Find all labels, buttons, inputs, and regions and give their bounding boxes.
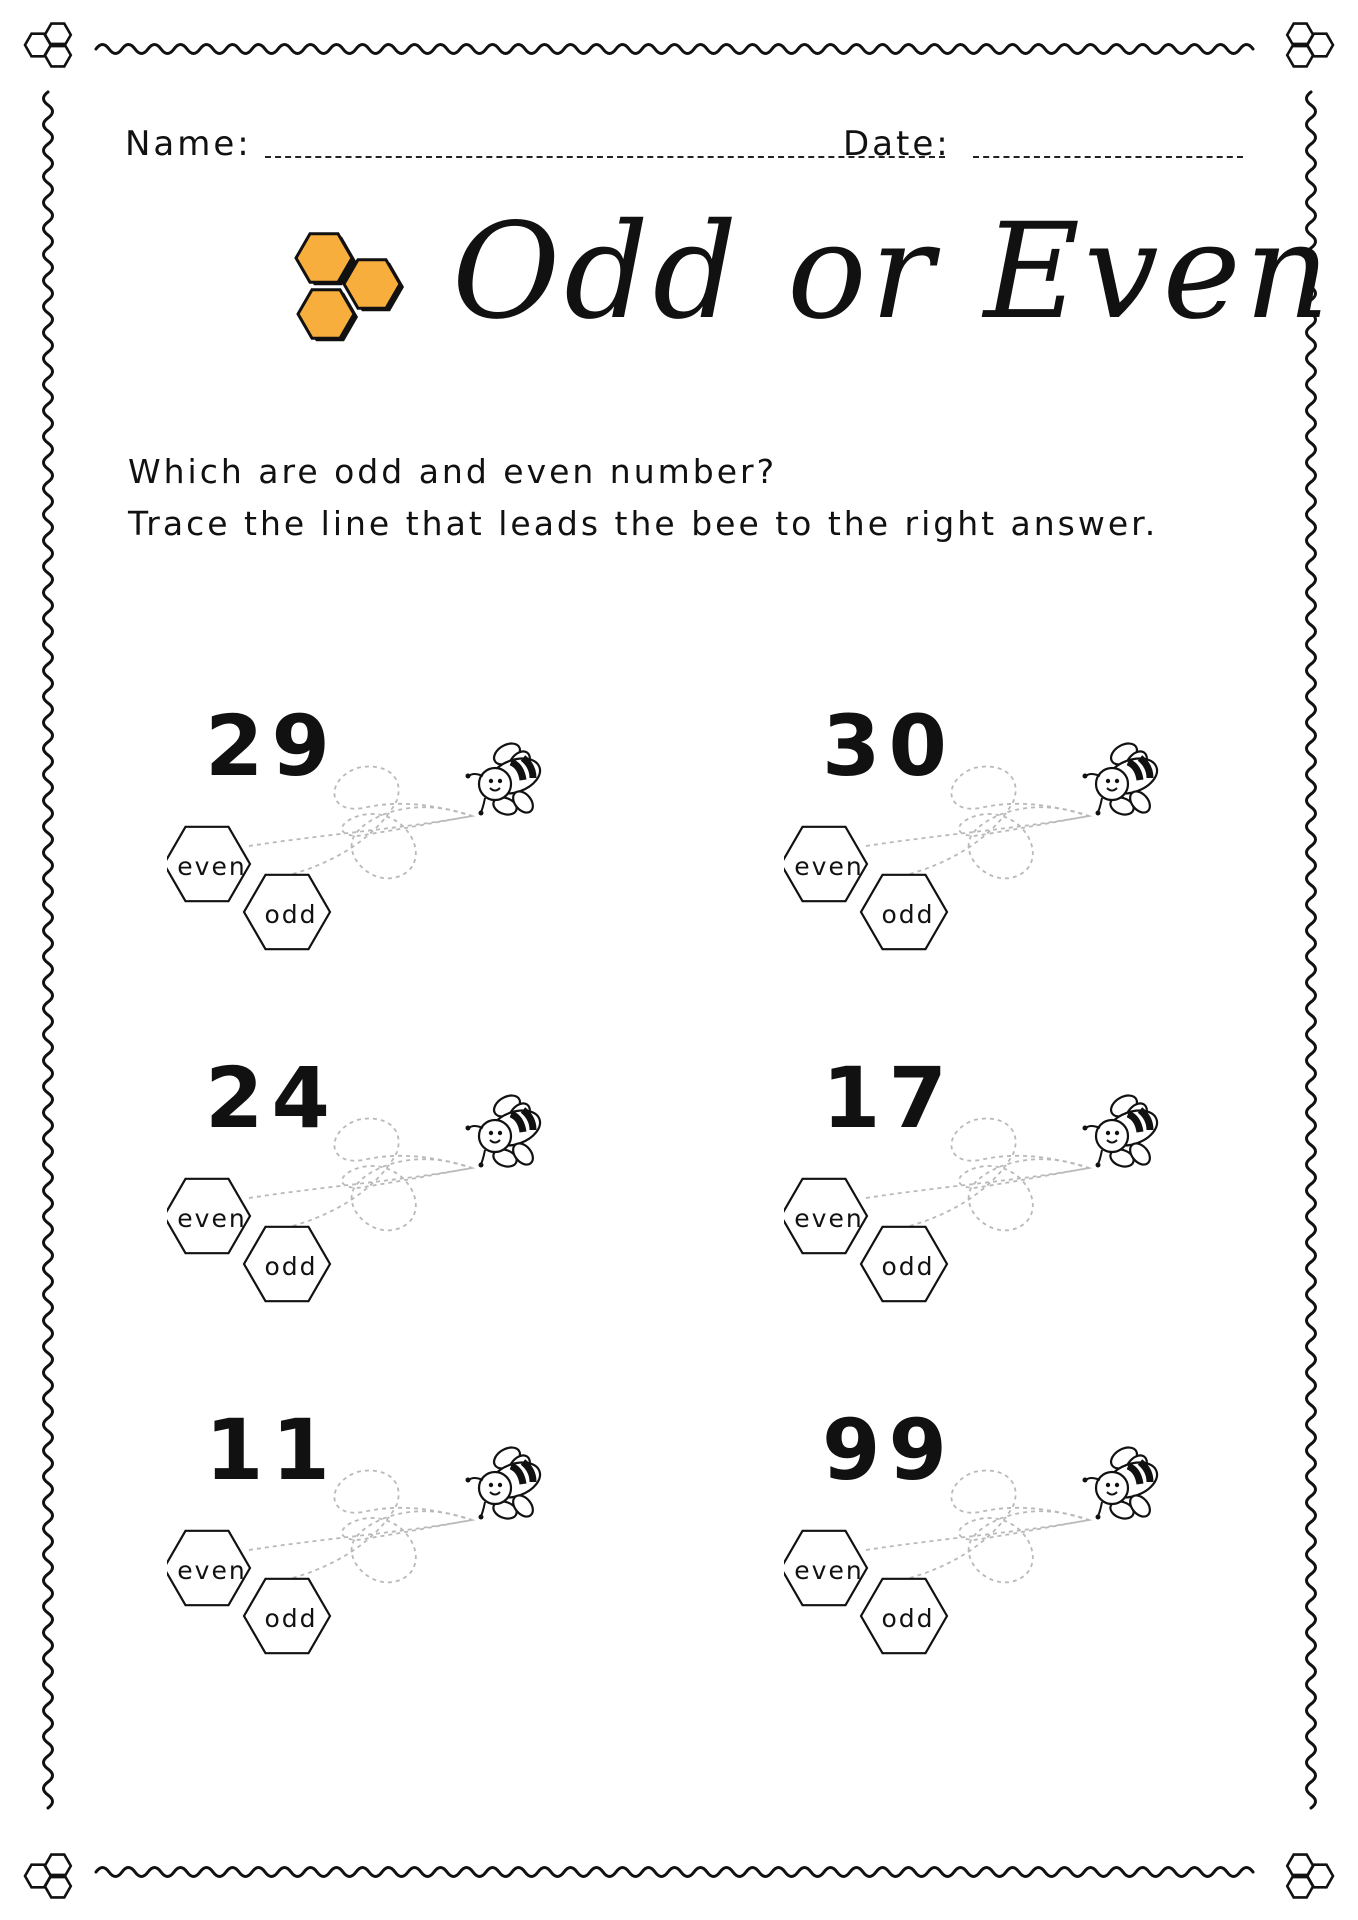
instruction-task: Trace the line that leads the bee to the right answer. <box>128 504 1159 543</box>
exercise-number: 11 <box>205 1401 338 1499</box>
bee-icon <box>1083 1443 1162 1521</box>
even-option[interactable]: even <box>177 1204 247 1233</box>
answer-hexagons <box>167 827 330 949</box>
exercise-card <box>784 697 1204 994</box>
odd-option[interactable]: odd <box>881 900 935 929</box>
page-title: Odd or Even <box>452 195 1334 349</box>
name-label: Name: <box>125 124 252 164</box>
exercise-number: 29 <box>205 697 338 795</box>
border-bottom <box>96 1868 1253 1877</box>
even-option[interactable]: even <box>177 852 247 881</box>
exercise-card <box>167 1049 587 1346</box>
odd-option[interactable]: odd <box>881 1252 935 1281</box>
exercise-card <box>167 697 587 994</box>
date-label: Date: <box>843 124 951 164</box>
odd-option[interactable]: odd <box>264 1604 318 1633</box>
honeycomb-icon <box>1287 1855 1333 1898</box>
exercise-card <box>784 1049 1204 1346</box>
instruction-question: Which are odd and even number? <box>128 452 778 491</box>
odd-option[interactable]: odd <box>264 900 318 929</box>
honeycomb-icon <box>25 24 71 67</box>
honeycomb-icon <box>290 224 430 354</box>
odd-option[interactable]: odd <box>881 1604 935 1633</box>
answer-hexagons <box>167 1179 330 1301</box>
exercise-number: 17 <box>822 1049 955 1147</box>
bee-icon <box>466 1091 545 1169</box>
exercise-number: 30 <box>822 697 955 795</box>
answer-hexagons <box>784 1531 947 1653</box>
exercise-number: 24 <box>205 1049 338 1147</box>
even-option[interactable]: even <box>794 1556 864 1585</box>
bee-icon <box>1083 739 1162 817</box>
even-option[interactable]: even <box>177 1556 247 1585</box>
honeycomb-icon <box>1287 24 1333 67</box>
answer-hexagons <box>167 1531 330 1653</box>
bee-icon <box>466 739 545 817</box>
answer-hexagons <box>784 827 947 949</box>
exercise-number: 99 <box>822 1401 955 1499</box>
border-top <box>96 45 1253 54</box>
bee-icon <box>1083 1091 1162 1169</box>
honeycomb-icon <box>25 1855 71 1898</box>
instructions <box>128 446 1158 550</box>
name-date-row <box>125 124 1245 170</box>
even-option[interactable]: even <box>794 1204 864 1233</box>
exercise-card <box>784 1401 1204 1698</box>
answer-hexagons <box>784 1179 947 1301</box>
title-block <box>0 195 1358 370</box>
date-field[interactable] <box>973 156 1243 158</box>
even-option[interactable]: even <box>794 852 864 881</box>
odd-option[interactable]: odd <box>264 1252 318 1281</box>
exercise-card <box>167 1401 587 1698</box>
bee-icon <box>466 1443 545 1521</box>
